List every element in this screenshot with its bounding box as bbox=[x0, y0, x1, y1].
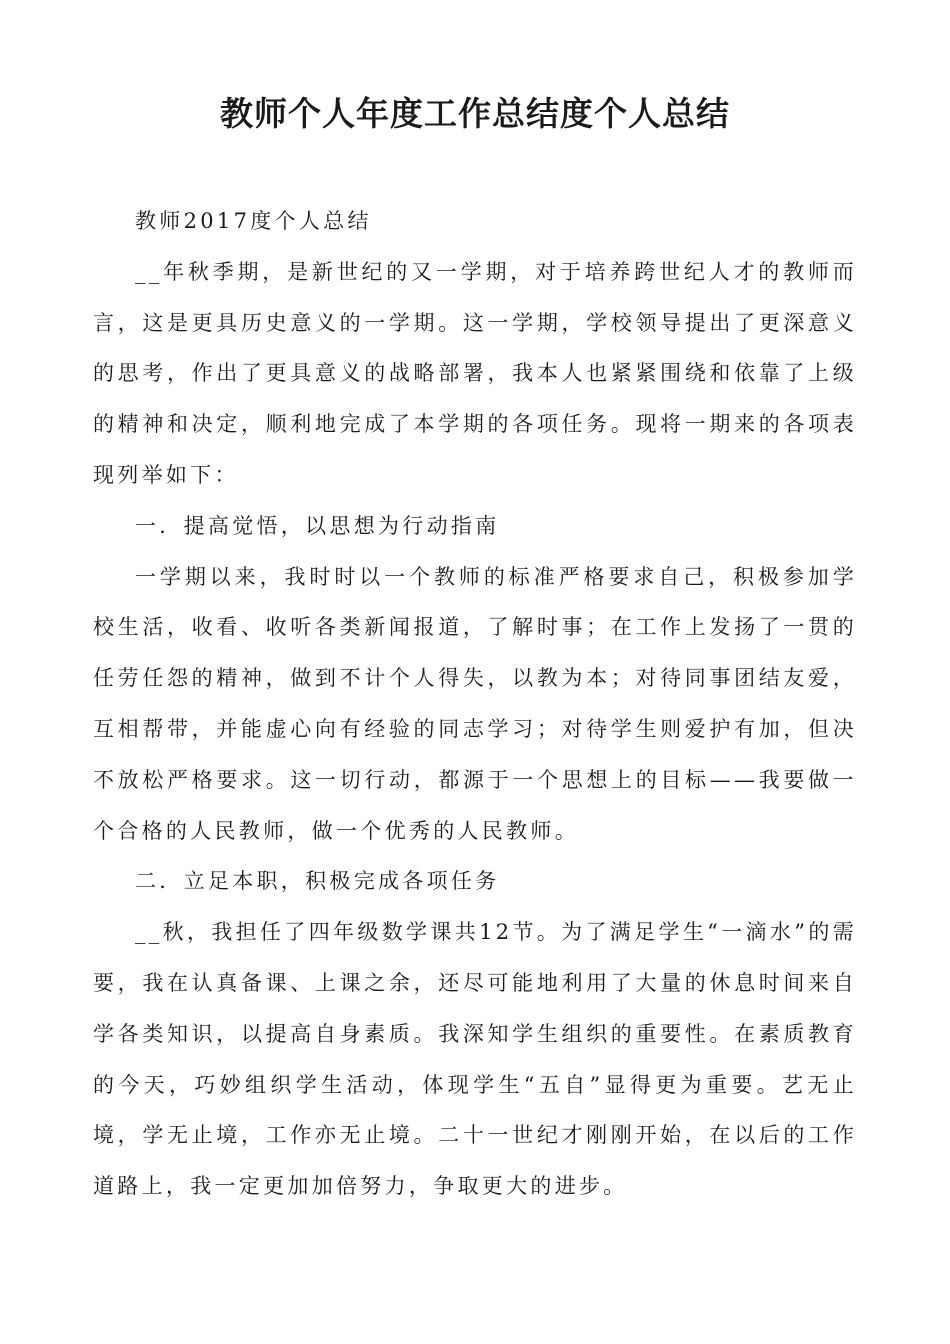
paragraph-section-2: __秋，我担任了四年级数学课共12节。为了满足学生“一滴水”的需要，我在认真备课、上课之余，还尽可能地利用了大量的休息时间来自学各类知识，以提高自身素质。我深知学生组织的重要性。在素质教育的今天，巧妙组织学生活动，体现学生“五自”显得更为重要。艺无止境，学无止境，工作亦无止境。二十一世纪才刚刚开始，在以后的工作道路上，我一定更加加倍努力，争取更大的进步。 bbox=[93, 920, 857, 1199]
paragraph-subtitle: 教师2017度个人总结 bbox=[135, 209, 372, 233]
section-heading-1: 一．提高觉悟，以思想为行动指南 bbox=[135, 513, 500, 538]
paragraph-intro: __年秋季期，是新世纪的又一学期，对于培养跨世纪人才的教师而言，这是更具历史意义的一学期。这一学期，学校领导提出了更深意义的思考，作出了更具意义的战略部署，我本人也紧紧围绕和依靠了上级的精神和决定，顺利地完成了本学期的各项任务。现将一期来的各项表现列举如下： bbox=[93, 259, 857, 487]
document-body bbox=[93, 196, 857, 1212]
section-heading-2: 二．立足本职，积极完成各项任务 bbox=[135, 869, 500, 894]
paragraph-section-1: 一学期以来，我时时以一个教师的标准严格要求自己，积极参加学校生活，收看、收听各类新闻报道，了解时事；在工作上发扬了一贯的任劳任怨的精神，做到不计个人得失，以教为本；对待同事团结友爱，互相帮带，并能虚心向有经验的同志学习；对待学生则爱护有加，但决不放松严格要求。这一切行动，都源于一个思想上的目标——我要做一个合格的人民教师，做一个优秀的人民教师。 bbox=[93, 564, 857, 843]
document-title: 教师个人年度工作总结度个人总结 bbox=[220, 94, 730, 133]
